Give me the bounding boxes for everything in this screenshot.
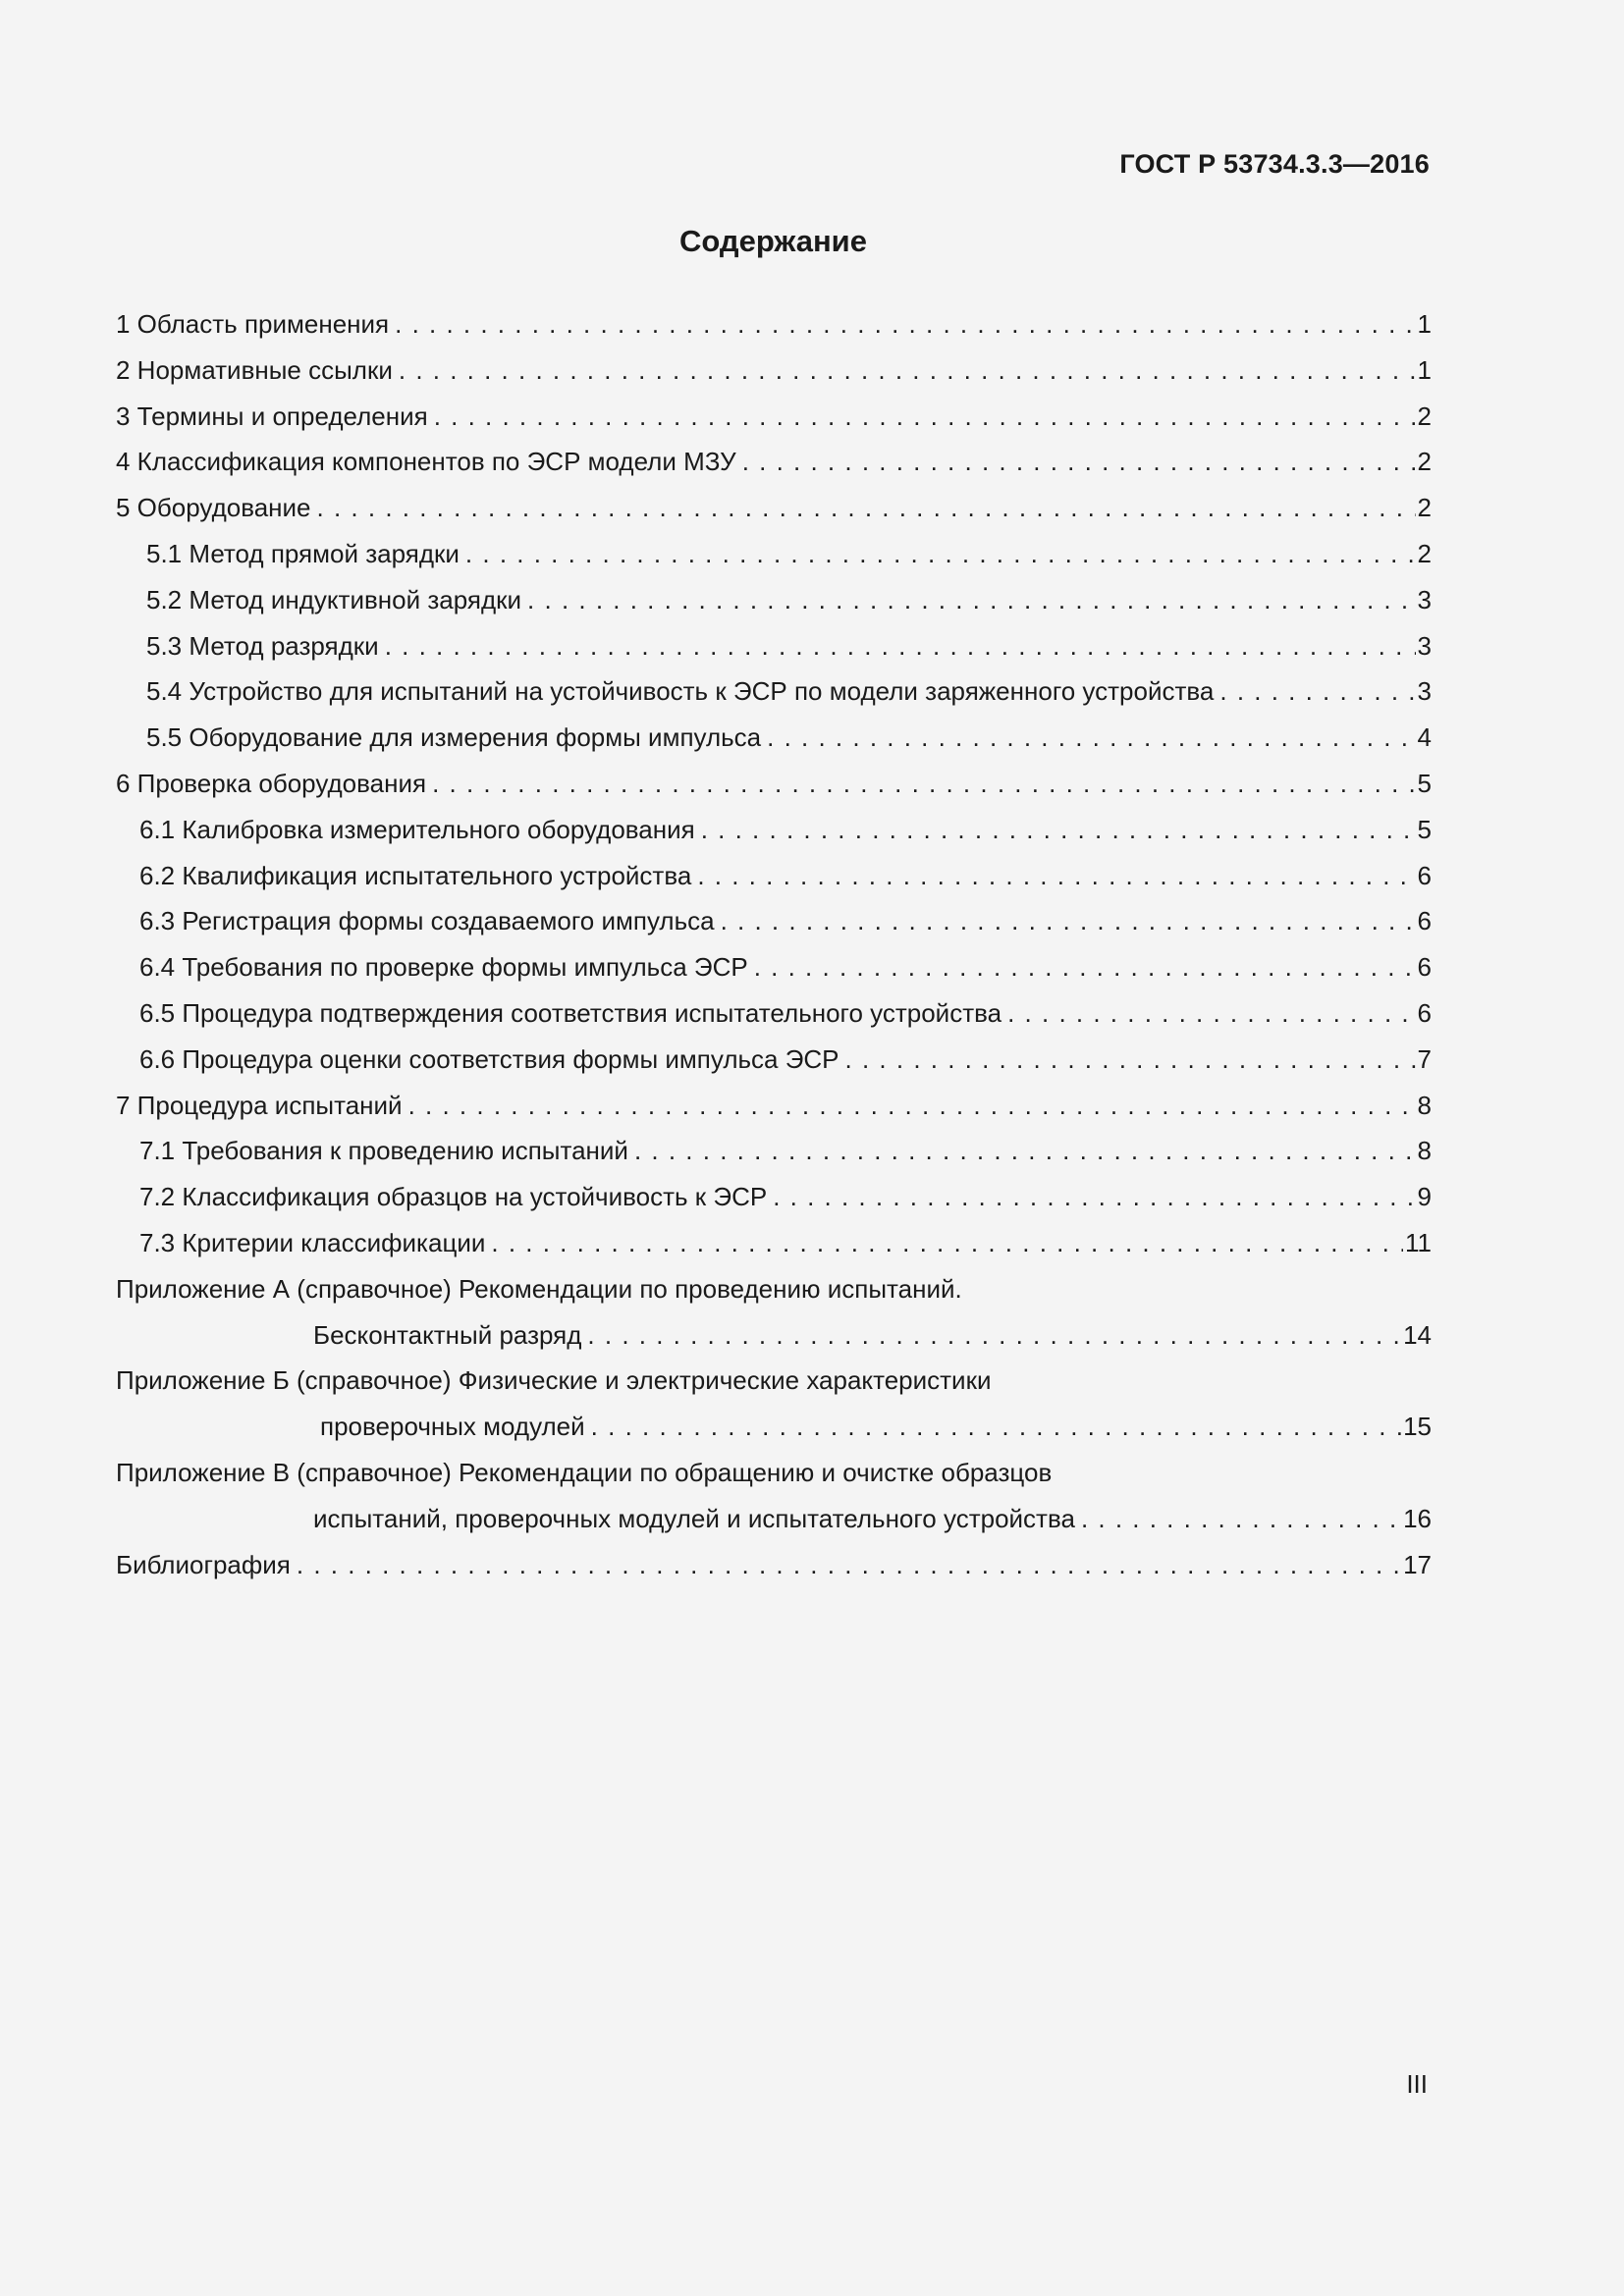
toc-subentry[interactable] <box>116 668 1432 715</box>
toc-entry-text: проверочных модулей <box>320 1412 585 1442</box>
toc-page-number: 16 <box>1403 1503 1432 1533</box>
toc-entry-text: 7.1 Требования к проведению испытаний <box>139 1136 628 1166</box>
dot-leader <box>773 1174 1415 1220</box>
dot-leader <box>297 1542 1401 1588</box>
toc-page-number: 3 <box>1417 676 1432 707</box>
toc-page-number: 6 <box>1417 860 1432 890</box>
toc-subentry[interactable] <box>116 807 1432 853</box>
dot-leader <box>697 853 1415 899</box>
dot-leader <box>587 1312 1401 1359</box>
toc-entry-text: 6.3 Регистрация формы создаваемого импульса <box>139 906 715 936</box>
toc-subentry[interactable] <box>116 1128 1432 1174</box>
toc-entry-text: 5 Оборудование <box>116 493 311 523</box>
toc-entry-text: Приложение В (справочное) Рекомендации по обращению и очистке образцов <box>116 1457 1053 1487</box>
toc-entry[interactable] <box>116 1083 1432 1129</box>
toc-appendix-continuation[interactable] <box>116 1496 1432 1542</box>
dot-leader <box>845 1037 1416 1083</box>
toc-subentry[interactable] <box>116 531 1432 577</box>
toc-subentry[interactable] <box>116 1174 1432 1220</box>
toc-entry-text: 6.4 Требования по проверке формы импульса ЭСР <box>139 952 748 983</box>
toc-appendix-heading[interactable] <box>116 1266 1432 1312</box>
dot-leader <box>465 531 1416 577</box>
dot-leader <box>754 944 1416 990</box>
dot-leader <box>491 1220 1403 1266</box>
toc-entry-text: Приложение А (справочное) Рекомендации по проведению испытаний. <box>116 1273 962 1304</box>
toc-entry[interactable] <box>116 439 1432 485</box>
dot-leader <box>767 715 1415 761</box>
dot-leader <box>385 623 1416 669</box>
toc-entry[interactable] <box>116 1542 1432 1588</box>
toc-entry-text: 7.3 Критерии классификации <box>139 1227 486 1257</box>
document-code: ГОСТ Р 53734.3.3—2016 <box>1119 149 1430 179</box>
toc-entry-text: 3 Термины и определения <box>116 400 428 431</box>
toc-entry-text: 5.4 Устройство для испытаний на устойчивость к ЭСР по модели заряженного устройства <box>146 676 1215 707</box>
toc-appendix-heading[interactable] <box>116 1358 1432 1404</box>
toc-entry-text: 6.6 Процедура оценки соответствия формы импульса ЭСР <box>139 1043 839 1074</box>
toc-entry-text: Библиография <box>116 1549 291 1579</box>
toc-entry[interactable] <box>116 394 1432 440</box>
dot-leader <box>434 394 1416 440</box>
dot-leader <box>1219 668 1415 715</box>
dot-leader <box>1081 1496 1401 1542</box>
toc-subentry[interactable] <box>116 853 1432 899</box>
toc-entry-text: 5.5 Оборудование для измерения формы импульса <box>146 722 762 753</box>
toc-subentry[interactable] <box>116 623 1432 669</box>
toc-entry-text: Приложение Б (справочное) Физические и электрические характеристики <box>116 1365 992 1396</box>
toc-subentry[interactable] <box>116 1037 1432 1083</box>
toc-entry-text: 2 Нормативные ссылки <box>116 354 393 385</box>
toc-subentry[interactable] <box>116 1220 1432 1266</box>
toc-page-number: 8 <box>1417 1090 1432 1120</box>
toc-entry-text: 7 Процедура испытаний <box>116 1090 403 1120</box>
toc-appendix-heading[interactable] <box>116 1450 1432 1496</box>
dot-leader <box>395 301 1415 347</box>
toc-entry-text: 5.3 Метод разрядки <box>146 630 379 661</box>
toc-subentry[interactable] <box>116 577 1432 623</box>
toc-entry[interactable] <box>116 347 1432 394</box>
toc-title: Содержание <box>679 224 867 258</box>
toc-entry-text: 7.2 Классификация образцов на устойчивость к ЭСР <box>139 1182 768 1212</box>
dot-leader <box>317 485 1416 531</box>
toc-page-number: 1 <box>1417 309 1432 339</box>
toc-entry-text: 1 Область применения <box>116 309 390 339</box>
toc-page-number: 11 <box>1405 1227 1432 1257</box>
dot-leader <box>432 761 1415 807</box>
toc-page-number: 4 <box>1417 722 1432 753</box>
toc-entry-text: 6.1 Калибровка измерительного оборудования <box>139 814 695 844</box>
toc-entry-text: Бесконтактный разряд <box>313 1319 582 1350</box>
toc-subentry[interactable] <box>116 944 1432 990</box>
toc-page-number: 6 <box>1417 952 1432 983</box>
toc-page-number: 2 <box>1417 493 1432 523</box>
toc-entry-text: 4 Классификация компонентов по ЭСР модели МЗУ <box>116 447 736 477</box>
toc-page-number: 5 <box>1417 814 1432 844</box>
toc-subentry[interactable] <box>116 898 1432 944</box>
toc-page-number: 3 <box>1417 584 1432 614</box>
toc-entry-text: 5.1 Метод прямой зарядки <box>146 538 460 568</box>
toc-entry-text: 6.5 Процедура подтверждения соответствия испытательного устройства <box>139 997 1002 1028</box>
toc-page-number: 15 <box>1403 1412 1432 1442</box>
dot-leader <box>408 1083 1416 1129</box>
dot-leader <box>591 1404 1401 1450</box>
dot-leader <box>721 898 1416 944</box>
toc-entry-text: испытаний, проверочных модулей и испытательного устройства <box>313 1503 1075 1533</box>
toc-entry[interactable] <box>116 761 1432 807</box>
toc-page-number: 3 <box>1417 630 1432 661</box>
dot-leader <box>399 347 1416 394</box>
toc-page-number: 2 <box>1417 447 1432 477</box>
toc-subentry[interactable] <box>116 990 1432 1037</box>
toc-entry[interactable] <box>116 485 1432 531</box>
toc-page-number: 5 <box>1417 768 1432 798</box>
toc-page-number: 1 <box>1417 354 1432 385</box>
toc-page-number: 2 <box>1417 400 1432 431</box>
toc-page-number: 14 <box>1403 1319 1432 1350</box>
toc-appendix-continuation[interactable] <box>116 1404 1432 1450</box>
table-of-contents <box>116 301 1432 1587</box>
dot-leader <box>527 577 1415 623</box>
toc-page-number: 17 <box>1403 1549 1432 1579</box>
toc-entry[interactable] <box>116 301 1432 347</box>
dot-leader <box>634 1128 1416 1174</box>
dot-leader <box>742 439 1416 485</box>
toc-subentry[interactable] <box>116 715 1432 761</box>
toc-page-number: 7 <box>1417 1043 1432 1074</box>
toc-page-number: 9 <box>1417 1182 1432 1212</box>
toc-page-number: 8 <box>1417 1136 1432 1166</box>
toc-entry-text: 6 Проверка оборудования <box>116 768 427 798</box>
toc-page-number: 6 <box>1417 997 1432 1028</box>
page-number: III <box>1406 2069 1428 2099</box>
toc-entry-text: 6.2 Квалификация испытательного устройства <box>139 860 692 890</box>
dot-leader <box>701 807 1416 853</box>
toc-page-number: 6 <box>1417 906 1432 936</box>
toc-appendix-continuation[interactable] <box>116 1312 1432 1359</box>
dot-leader <box>1007 990 1415 1037</box>
toc-page-number: 2 <box>1417 538 1432 568</box>
toc-entry-text: 5.2 Метод индуктивной зарядки <box>146 584 522 614</box>
